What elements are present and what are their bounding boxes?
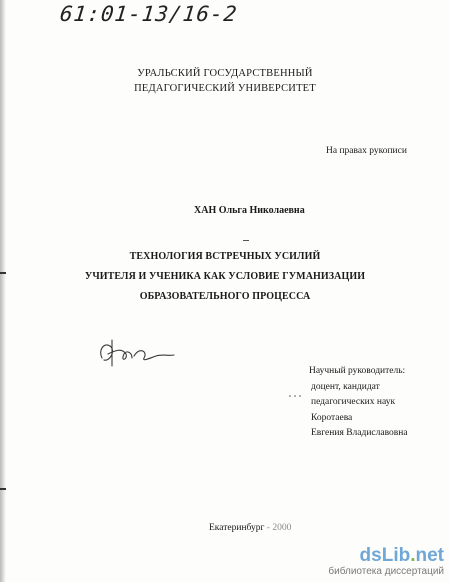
- university-name: [0, 66, 450, 96]
- dslib-subtitle: библиотека диссертаций: [328, 566, 444, 577]
- stray-dots: [287, 393, 303, 399]
- university-line-1: УРАЛЬСКИЙ ГОСУДАРСТВЕННЫЙ: [137, 68, 313, 79]
- supervisor-degree-2: педагогических наук: [311, 397, 396, 407]
- handwritten-catalog-code: 61:01-13/16-2: [58, 2, 239, 26]
- logo-right: net: [415, 545, 444, 566]
- supervisor-heading: Научный руководитель:: [309, 366, 406, 376]
- dslib-logo[interactable]: [328, 546, 444, 566]
- logo-dot: .: [410, 545, 416, 566]
- supervisor-given-names: Евгения Владиславовна: [311, 428, 408, 438]
- title-line-1: ТЕХНОЛОГИЯ ВСТРЕЧНЫХ УСИЛИЙ: [129, 251, 321, 262]
- rights-label: На правах рукописи: [326, 146, 407, 156]
- dslib-watermark[interactable]: [328, 546, 444, 578]
- city-name: Екатеринбург: [209, 523, 265, 533]
- author-name: ХАН Ольга Николаевна: [194, 205, 305, 216]
- scan-edge-mark: [0, 488, 6, 490]
- logo-left: dsLib: [359, 545, 411, 566]
- title-line-2: УЧИТЕЛЯ И УЧЕНИКА КАК УСЛОВИЕ ГУМАНИЗАЦИИ: [84, 271, 366, 282]
- author-signature: [96, 336, 176, 372]
- stray-mark: [243, 240, 249, 241]
- university-line-2: ПЕДАГОГИЧЕСКИЙ УНИВЕРСИТЕТ: [134, 83, 316, 94]
- title-line-3: ОБРАЗОВАТЕЛЬНОГО ПРОЦЕССА: [139, 291, 311, 302]
- supervisor-degree-1: доцент, кандидат: [311, 381, 380, 392]
- city-year: [209, 523, 291, 533]
- year-fragment: - 2000: [266, 523, 292, 533]
- supervisor-block: [309, 364, 408, 442]
- dissertation-title: [0, 247, 450, 307]
- supervisor-surname: Коротаева: [311, 412, 353, 423]
